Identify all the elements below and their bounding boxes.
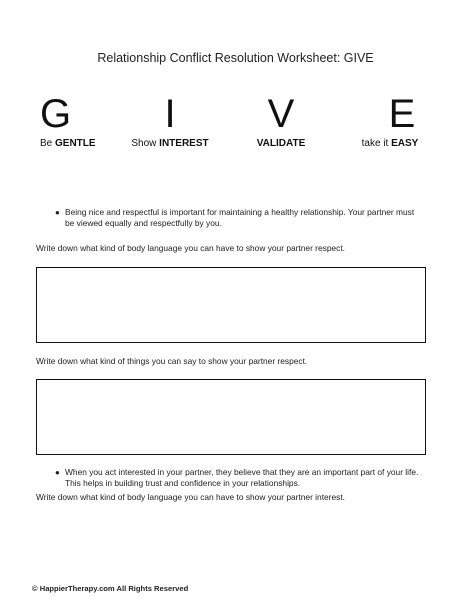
answer-box-things-to-say[interactable] (36, 379, 426, 455)
bullet-dot: ● (55, 468, 60, 477)
label-easy-prefix: take it (361, 138, 392, 149)
letter-column-v (236, 92, 326, 149)
letter-v: V (267, 92, 295, 136)
label-interest-prefix: Show (131, 138, 160, 149)
label-validate-bold: VALIDATE (256, 138, 306, 149)
label-easy-bold: EASY (391, 138, 419, 149)
bullet-respect (55, 207, 425, 229)
bullet-dot: ● (55, 208, 60, 217)
prompt-body-language-interest: Write down what kind of body language you can have to show your partner interest. (36, 492, 345, 502)
bullet-interest (55, 467, 425, 489)
prompt-things-to-say: Write down what kind of things you can say to show your partner respect. (36, 356, 308, 366)
prompt-body-language-respect: Write down what kind of body language you can have to show your partner respect. (36, 243, 345, 253)
label-easy (350, 138, 430, 149)
label-gentle-bold: GENTLE (55, 138, 96, 149)
letter-g: G (40, 92, 72, 136)
label-interest-bold: INTEREST (159, 138, 209, 149)
letter-column-g (40, 92, 100, 149)
letter-e: E (388, 92, 416, 136)
letter-column-i (120, 92, 220, 149)
letter-column-e (350, 92, 430, 149)
bullet-respect-text: Being nice and respectful is important for maintaining a healthy relationship. Your partner must be viewed equally and respectfully by you. (65, 207, 415, 228)
label-interest (120, 138, 220, 149)
letter-i: I (164, 92, 176, 136)
label-validate (236, 138, 326, 149)
answer-box-body-language-respect[interactable] (36, 267, 426, 343)
label-gentle-prefix: Be (40, 138, 56, 149)
footer-copyright: © HappierTherapy.com All Rights Reserved (32, 584, 189, 593)
label-gentle (40, 138, 100, 149)
bullet-interest-text: When you act interested in your partner, they believe that they are an important part of your life. This helps in building trust and confidence in your relationships. (65, 467, 419, 488)
page-title: Relationship Conflict Resolution Worksheet: GIVE (97, 51, 374, 65)
